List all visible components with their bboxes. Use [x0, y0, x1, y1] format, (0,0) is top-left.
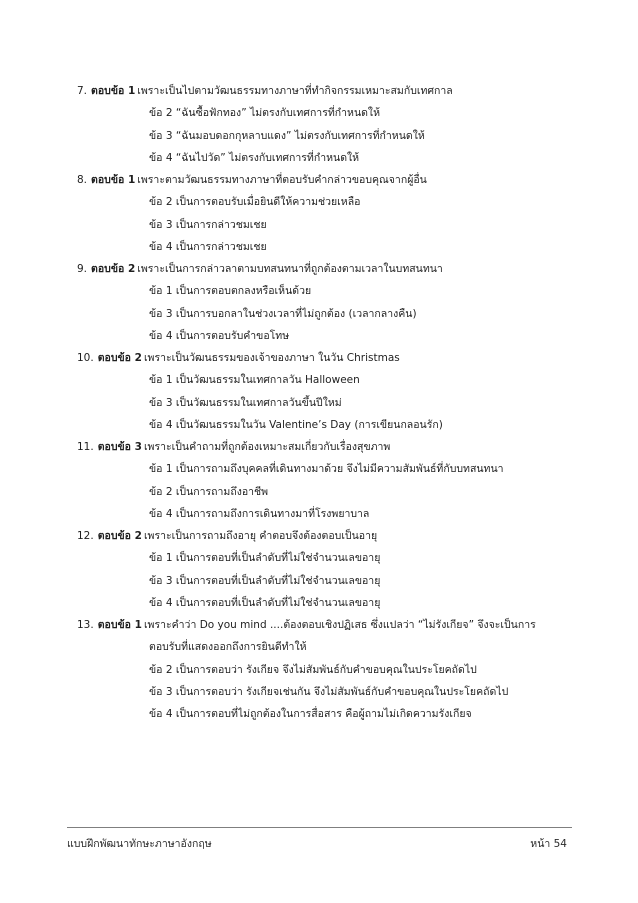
answer-reason: เพราะตามวัฒนธรรมทางภาษาที่ตอบรับคำกล่าวขอบคุณจากผู้อื่น	[137, 174, 427, 186]
answer-reason: เพราะเป็นวัฒนธรรมของเจ้าของภาษา ในวัน Christmas	[143, 352, 400, 364]
answer-reason: เพราะเป็นไปตามวัฒนธรรมทางภาษาที่ทำกิจกรรมเหมาะสมกับเทศกาล	[137, 85, 453, 97]
footer-title: แบบฝึกพัฒนาทักษะภาษาอังกฤษ	[67, 838, 212, 850]
answer-list	[77, 80, 577, 725]
option-explanation: ข้อ 1 เป็นการตอบที่เป็นลำดับที่ไม่ใช่จำนวนเลขอายุ	[149, 552, 381, 565]
option-explanation: ข้อ 4 “ฉันไปวัด” ไม่ตรงกับเทศการที่กำหนดให้	[149, 151, 360, 164]
option-explanation: ข้อ 2 เป็นการตอบว่า รังเกียจ จึงไม่สัมพันธ์กับคำขอบคุณในประโยคถัดไป	[149, 663, 477, 676]
answer-key: ตอบข้อ 2	[97, 352, 142, 364]
answer-reason: เพราะคำว่า Do you mind ....ต้องตอบเชิงปฏิเสธ ซึ่งแปลว่า “ไม่รังเกียจ” จึงจะเป็นการ	[143, 619, 536, 631]
answer-key: ตอบข้อ 2	[97, 530, 142, 542]
answer-reason: เพราะเป็นการกล่าวลาตามบทสนทนาที่ถูกต้องตามเวลาในบทสนทนา	[137, 263, 443, 275]
item-number: 10.	[77, 352, 94, 364]
footer-divider	[67, 827, 572, 828]
option-explanation: ข้อ 4 เป็นการกล่าวชมเชย	[149, 240, 267, 253]
item-number: 13.	[77, 619, 94, 631]
item-number: 11.	[77, 441, 94, 453]
answer-item-header	[77, 80, 577, 102]
option-explanation: ข้อ 4 เป็นการตอบรับคำขอโทษ	[149, 329, 290, 342]
answer-item-header	[77, 525, 577, 547]
option-explanation: ข้อ 1 เป็นการตอบตกลงหรือเห็นด้วย	[149, 285, 312, 298]
item-number: 9.	[77, 263, 88, 275]
option-explanation: ข้อ 3 เป็นวัฒนธรรมในเทศกาลวันขึ้นปีใหม่	[149, 396, 342, 409]
option-explanation: ข้อ 3 เป็นการบอกลาในช่วงเวลาที่ไม่ถูกต้อง (เวลากลางคืน)	[149, 307, 417, 320]
answer-key: ตอบข้อ 1	[91, 174, 136, 186]
answer-key: ตอบข้อ 3	[97, 441, 142, 453]
option-explanation: ข้อ 3 เป็นการกล่าวชมเชย	[149, 218, 267, 231]
option-explanation: ตอบรับที่แสดงออกถึงการยินดีทำให้	[149, 641, 307, 654]
item-number: 8.	[77, 174, 88, 186]
option-explanation: ข้อ 2 เป็นการตอบรับเมื่อยินดีให้ความช่วยเหลือ	[149, 196, 361, 209]
option-explanation: ข้อ 4 เป็นการตอบที่เป็นลำดับที่ไม่ใช่จำนวนเลขอายุ	[149, 596, 381, 609]
item-number: 7.	[77, 85, 88, 97]
answer-reason: เพราะเป็นการถามถึงอายุ คำตอบจึงต้องตอบเป็นอายุ	[143, 530, 378, 542]
option-explanation: ข้อ 3 เป็นการตอบที่เป็นลำดับที่ไม่ใช่จำนวนเลขอายุ	[149, 574, 381, 587]
answer-item-header	[77, 614, 577, 636]
option-explanation: ข้อ 4 เป็นวัฒนธรรมในวัน Valentine’s Day (การเขียนกลอนรัก)	[149, 418, 443, 431]
answer-reason: เพราะเป็นคำถามที่ถูกต้องเหมาะสมเกี่ยวกับเรื่องสุขภาพ	[143, 441, 391, 453]
option-explanation: ข้อ 4 เป็นการถามถึงการเดินทางมาที่โรงพยาบาล	[149, 507, 370, 520]
option-explanation: ข้อ 3 เป็นการตอบว่า รังเกียจเช่นกัน จึงไม่สัมพันธ์กับคำขอบคุณในประโยคถัดไป	[149, 685, 509, 698]
option-explanation: ข้อ 2 เป็นการถามถึงอาชีพ	[149, 485, 269, 498]
option-explanation: ข้อ 1 เป็นวัฒนธรรมในเทศกาลวัน Halloween	[149, 374, 360, 387]
page-number: หน้า 54	[530, 838, 567, 850]
item-number: 12.	[77, 530, 94, 542]
option-explanation: ข้อ 2 “ฉันซื้อฟักทอง” ไม่ตรงกับเทศการที่กำหนดให้	[149, 107, 380, 120]
option-explanation: ข้อ 4 เป็นการตอบที่ไม่ถูกต้องในการสื่อสาร คือผู้ถามไม่เกิดความรังเกียจ	[149, 708, 472, 720]
answer-item-header	[77, 436, 577, 458]
answer-key: ตอบข้อ 1	[97, 619, 142, 631]
answer-key: ตอบข้อ 1	[91, 85, 136, 97]
answer-key: ตอบข้อ 2	[91, 263, 136, 275]
answer-item-header	[77, 258, 577, 280]
answer-item-header	[77, 169, 577, 191]
answer-item-header	[77, 347, 577, 369]
option-explanation: ข้อ 1 เป็นการถามถึงบุคคลที่เดินทางมาด้วย จึงไม่มีความสัมพันธ์ที่กับบทสนทนา	[149, 463, 504, 476]
option-explanation: ข้อ 3 “ฉันมอบดอกกุหลาบแดง” ไม่ตรงกับเทศการที่กำหนดให้	[149, 129, 425, 142]
